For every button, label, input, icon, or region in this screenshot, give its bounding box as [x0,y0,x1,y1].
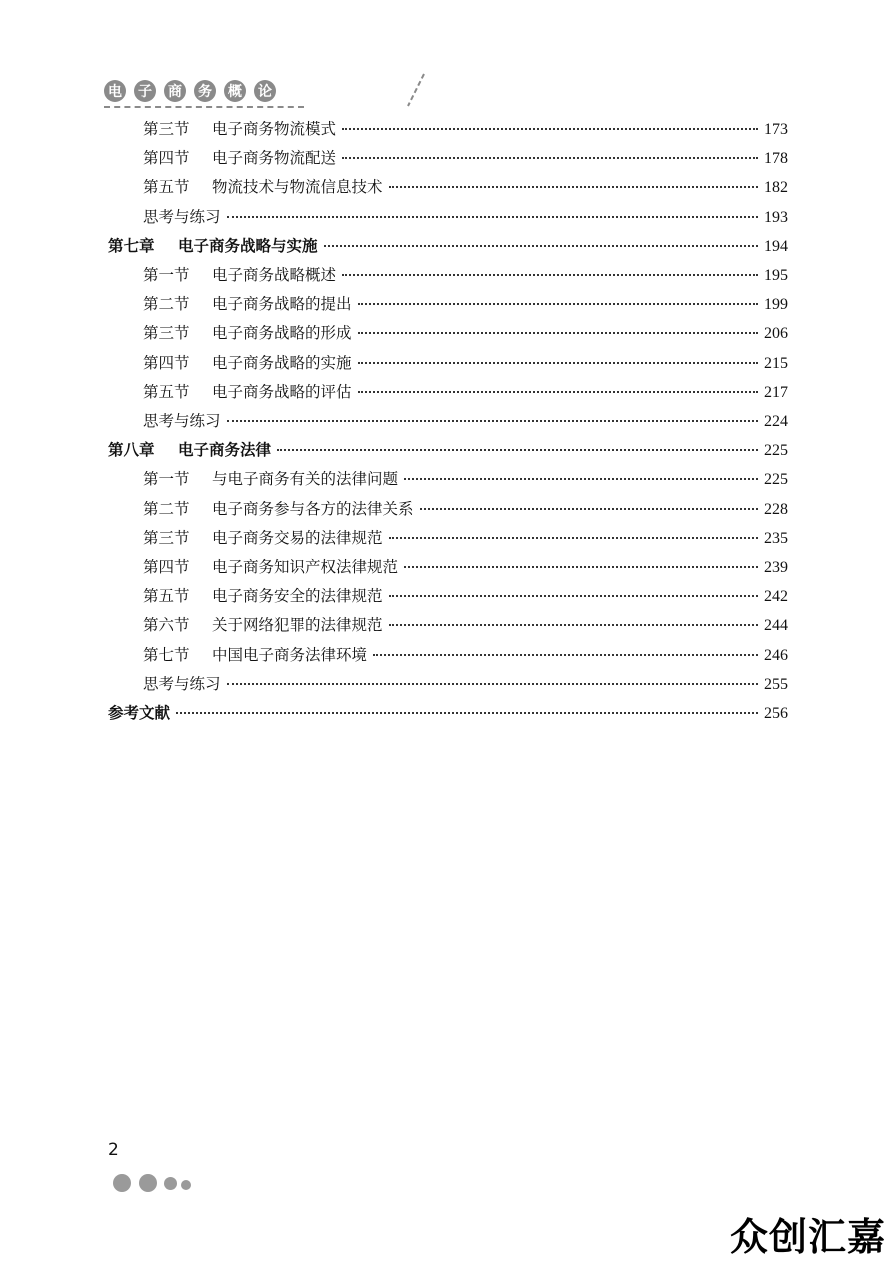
toc-page-number: 215 [764,354,788,372]
toc-section-row[interactable] [143,320,788,346]
toc-entry-title: 与电子商务有关的法律问题 [212,470,399,489]
toc-page-number: 194 [764,237,788,255]
toc-entry-title: 关于网络犯罪的法律规范 [212,616,383,635]
toc-page-number: 217 [764,383,788,401]
toc-dot-leader [342,157,758,159]
toc-section-row[interactable] [143,408,788,434]
toc-section-row[interactable] [143,350,788,376]
toc-dot-leader [342,274,758,276]
toc-section-row[interactable] [143,496,788,522]
toc-page-number: 224 [764,413,788,430]
toc-entry-number: 第五节 [143,178,190,197]
toc-entry-number: 第五节 [143,587,190,606]
toc-page-number: 206 [764,325,788,343]
toc-section-row[interactable] [143,145,788,171]
toc-entry-title: 电子商务参与各方的法律关系 [212,499,414,518]
toc-entry-number: 第三节 [143,120,190,138]
toc-entry-title: 电子商务法律 [178,441,272,460]
toc-section-row[interactable] [143,642,788,668]
toc-entry-number: 第五节 [143,382,190,401]
toc-entry-title: 电子商务战略的评估 [212,382,352,401]
toc-entry-title: 中国电子商务法律环境 [212,645,368,664]
toc-entry-number: 第七章 [108,236,155,255]
book-title-char: 商 [164,80,186,102]
toc-page-number: 225 [764,442,788,460]
toc-dot-leader [404,566,758,568]
book-title-char: 概 [224,80,246,102]
toc-dot-leader [404,478,758,480]
toc-chapter-row[interactable] [108,233,788,259]
toc-entry-title: 思考与练习 [143,674,221,693]
toc-page-number: 178 [764,150,788,168]
toc-dot-leader [342,128,758,130]
toc-page-number: 235 [764,529,788,547]
toc-dot-leader [389,537,758,539]
toc-section-row[interactable] [143,204,788,230]
toc-dot-leader [176,712,758,714]
toc-entry-title: 电子商务知识产权法律规范 [212,558,399,576]
toc-entry-number: 第四节 [143,353,190,372]
toc-section-row[interactable] [143,612,788,638]
toc-entry-number: 第一节 [143,266,190,284]
toc-chapter-row[interactable] [108,437,788,463]
toc-entry-number: 第四节 [143,558,190,576]
toc-section-row[interactable] [143,174,788,200]
toc-section-row[interactable] [143,379,788,405]
toc-dot-leader [324,245,758,247]
toc-section-row[interactable] [143,262,788,288]
toc-entry-number: 第六节 [143,616,190,635]
book-title-char: 务 [194,80,216,102]
book-title-char: 论 [254,80,276,102]
toc-dot-leader [420,508,758,510]
toc-section-row[interactable] [143,466,788,492]
toc-entry-title: 电子商务战略概述 [212,266,337,284]
footer-dots-decoration [113,1172,203,1194]
toc-dot-leader [389,186,758,188]
toc-dot-leader [389,624,758,626]
toc-dot-leader [358,362,758,364]
toc-dot-leader [373,654,758,656]
toc-page-number: 228 [764,500,788,518]
toc-section-row[interactable] [143,554,788,580]
toc-dot-leader [358,391,758,393]
toc-entry-title: 思考与练习 [143,207,221,226]
toc-page-number: 199 [764,296,788,314]
toc-entry-number: 第八章 [108,441,155,460]
toc-page-number: 193 [764,208,788,226]
toc-entry-title: 物流技术与物流信息技术 [212,178,383,197]
toc-page-number: 246 [764,646,788,664]
toc-entry-number: 第七节 [143,645,190,664]
toc-entry-title: 电子商务物流配送 [212,149,337,168]
toc-entry-title: 电子商务战略的提出 [212,295,352,314]
toc-page-number: 225 [764,471,788,489]
toc-entry-title: 思考与练习 [143,412,221,430]
toc-entry-number: 第一节 [143,470,190,489]
header-dashed-rule [104,106,304,108]
toc-page-number: 242 [764,588,788,606]
header-slash-decoration [404,72,428,108]
toc-page-number: 173 [764,121,788,138]
toc-chapter-row[interactable] [108,700,788,726]
book-title-char: 电 [104,80,126,102]
running-header [104,72,334,112]
toc-dot-leader [358,332,758,334]
toc-entry-title: 电子商务战略的形成 [212,324,352,343]
toc-section-row[interactable] [143,291,788,317]
book-title-char: 子 [134,80,156,102]
book-title-badges [104,80,276,102]
toc-entry-number: 第三节 [143,324,190,343]
watermark: 众创汇嘉 [729,1215,886,1259]
toc-entry-title: 电子商务交易的法律规范 [212,528,383,547]
toc-page-number: 244 [764,617,788,635]
toc-page-number: 255 [764,675,788,693]
toc-dot-leader [358,303,758,305]
toc-entry-number: 第三节 [143,528,190,547]
toc-entry-title: 电子商务安全的法律规范 [212,587,383,606]
page-number: 2 [108,1140,119,1160]
toc-page-number: 182 [764,179,788,197]
toc-dot-leader [227,683,758,685]
toc-page-number: 195 [764,267,788,284]
toc-section-row[interactable] [143,671,788,697]
toc-section-row[interactable] [143,525,788,551]
toc-dot-leader [277,449,758,451]
toc-page-number: 256 [764,705,788,722]
toc-dot-leader [389,595,758,597]
toc-dot-leader [227,420,758,422]
toc-entry-title: 电子商务战略与实施 [178,236,318,255]
toc-entry-number: 第四节 [143,149,190,168]
toc-section-row[interactable] [143,116,788,142]
toc-entry-title: 参考文献 [108,704,171,722]
toc-entry-title: 电子商务物流模式 [212,120,337,138]
toc-dot-leader [227,216,758,218]
toc-section-row[interactable] [143,583,788,609]
toc-entry-number: 第二节 [143,295,190,314]
toc-entry-title: 电子商务战略的实施 [212,353,352,372]
toc-entry-number: 第二节 [143,499,190,518]
toc-page-number: 239 [764,559,788,576]
